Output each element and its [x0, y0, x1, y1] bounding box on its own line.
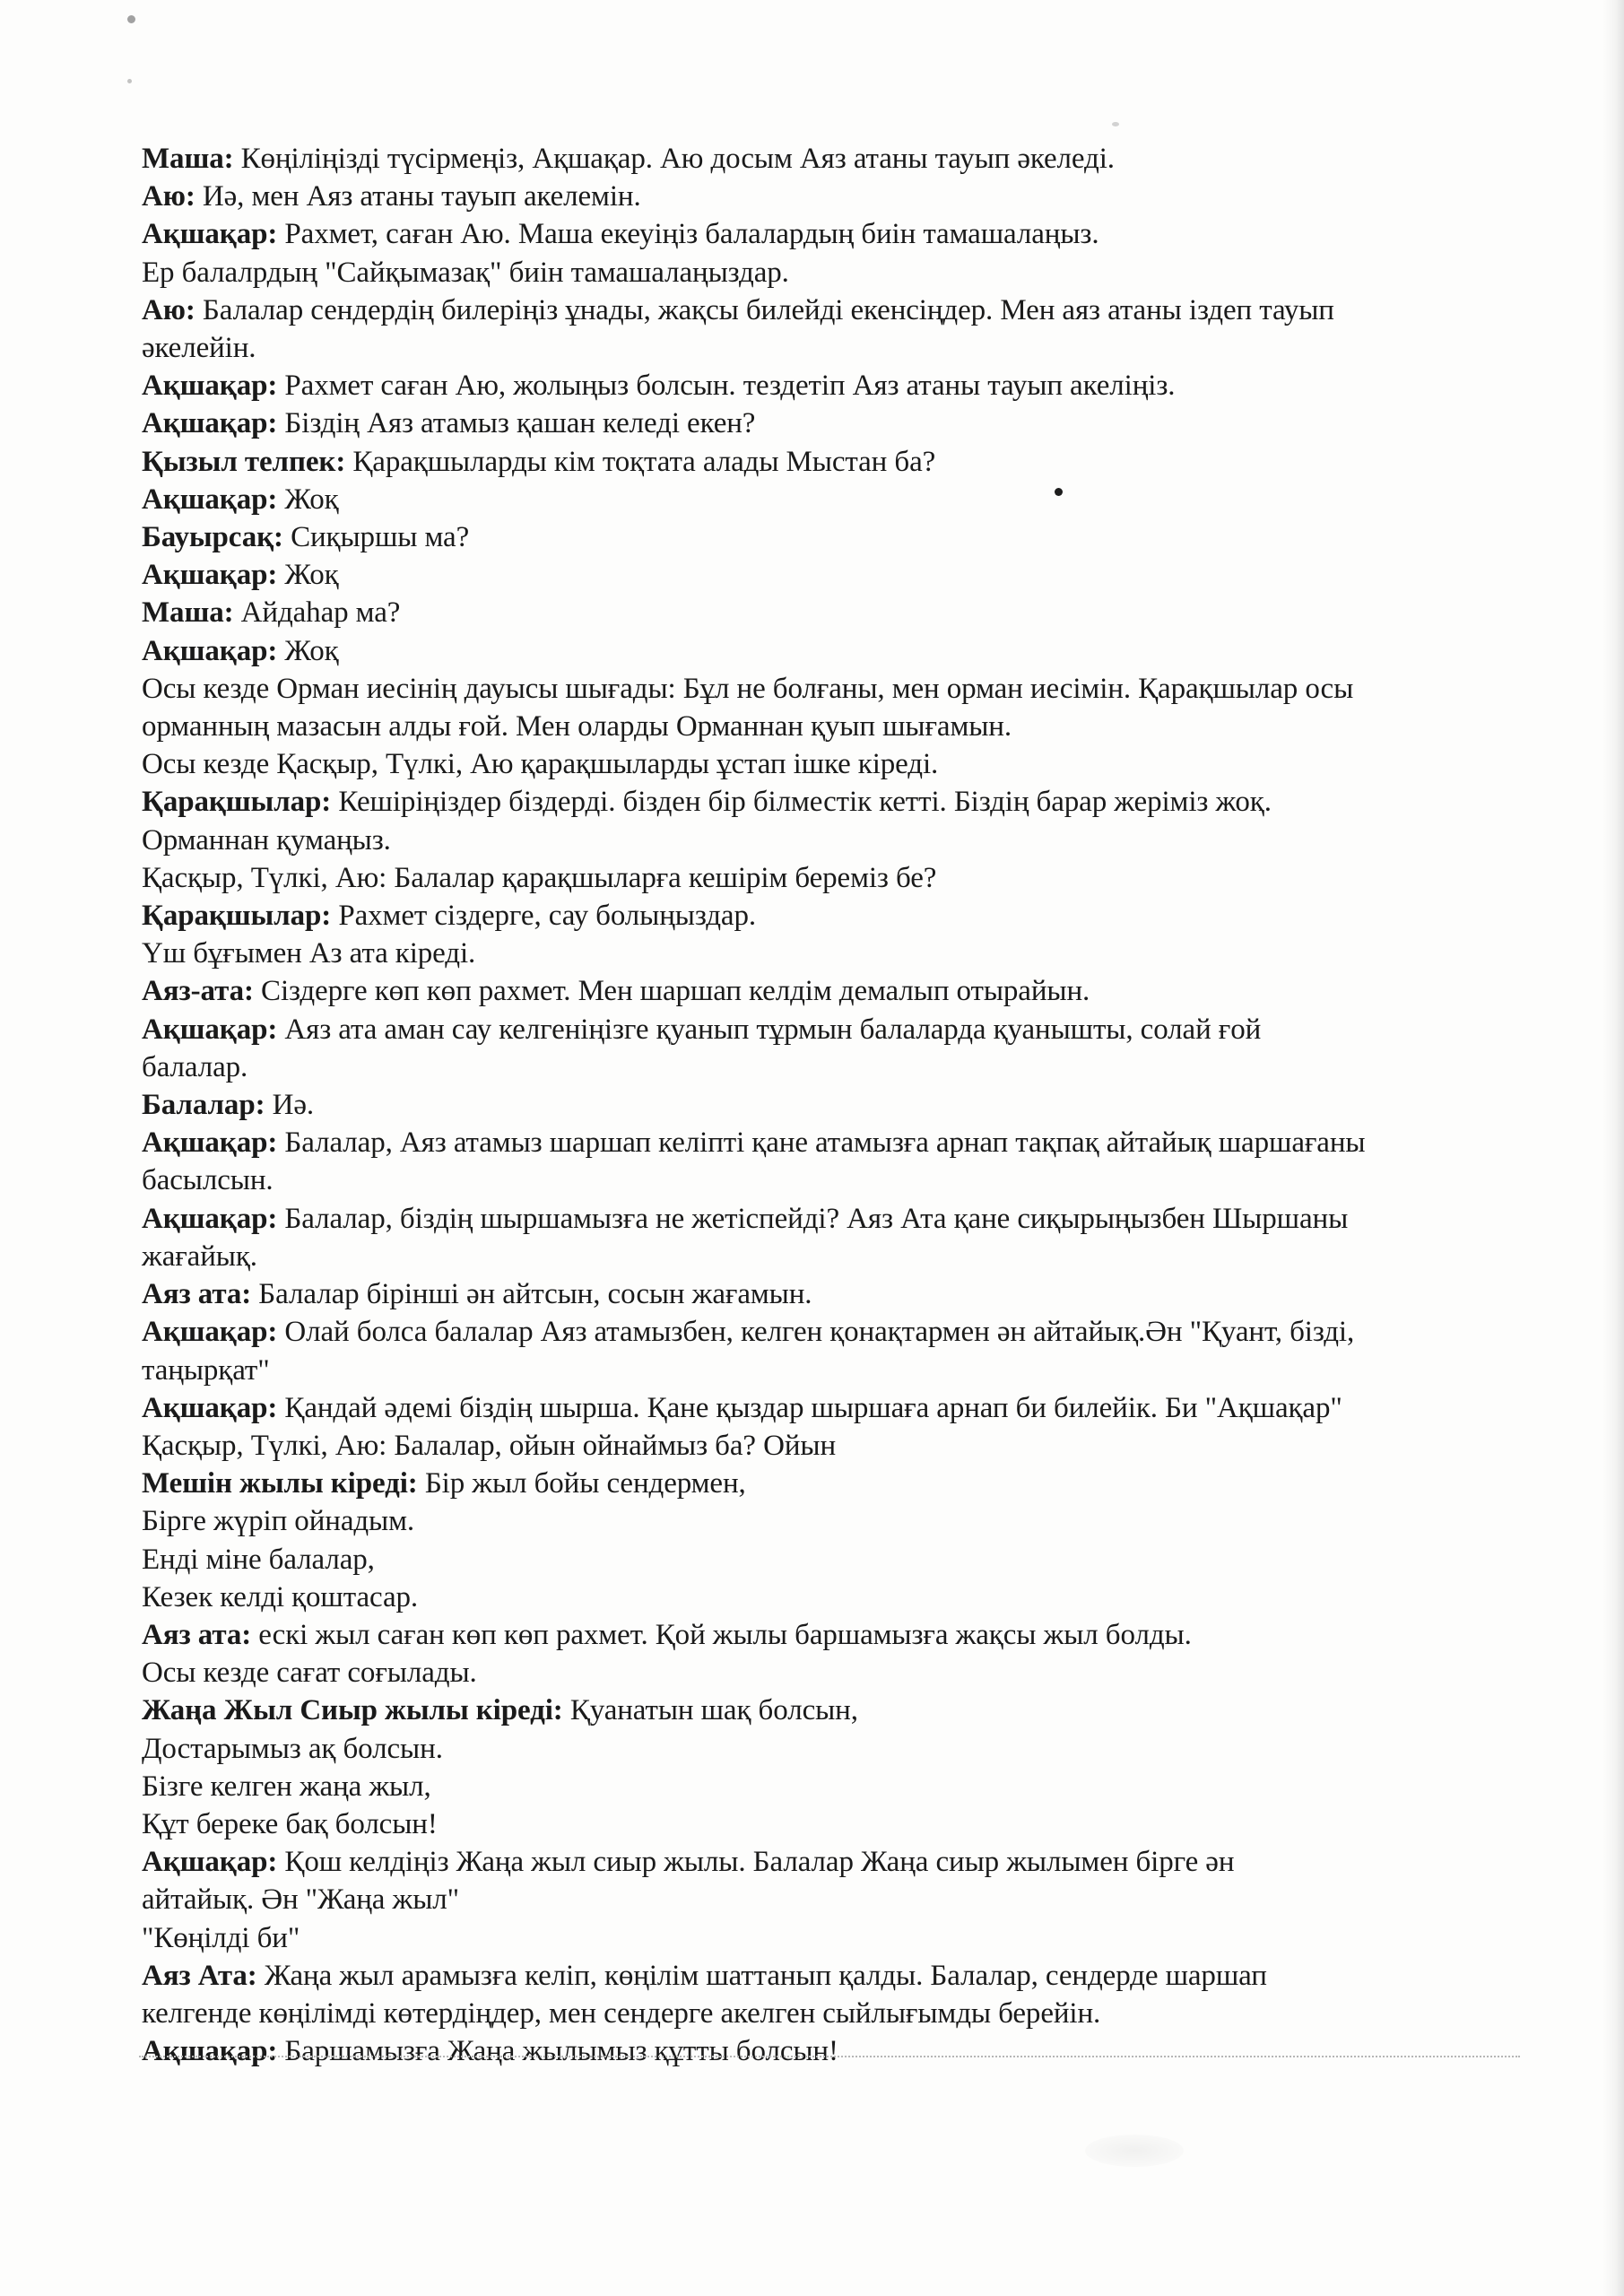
speaker-name: Қарақшылар: [142, 900, 332, 933]
script-line [142, 1313, 1523, 1351]
script-line [142, 178, 1523, 215]
line-text: Достарымыз ақ болсын. [142, 1732, 443, 1765]
script-line [142, 1692, 1523, 1729]
script-line [142, 1161, 1523, 1199]
script-line [142, 1465, 1523, 1502]
scan-speck [127, 15, 135, 23]
script-line [142, 745, 1523, 783]
script-line [142, 1389, 1523, 1427]
speaker-name: Аяз-ата: [142, 975, 254, 1008]
line-text: Орманнан қумаңыз. [142, 823, 391, 857]
scan-shadow-edge [1602, 0, 1624, 2296]
line-text: Балалар, Аяз атамыз шаршап келіпті қане атамызға арнап тақпақ айтайық шаршағаны [277, 1126, 1366, 1160]
line-text: әкелейін. [142, 332, 256, 365]
speaker-name: Ақшақар: [142, 559, 278, 592]
speaker-name: Маша: [142, 596, 234, 630]
line-text: Осы кезде Қасқыр, Түлкі, Аю қарақшыларды ұстап ішке кіреді. [142, 748, 939, 781]
script-line [142, 1843, 1523, 1881]
line-text: Сіздерге көп көп рахмет. Мен шаршап келдім демалып отырайын. [253, 975, 1090, 1008]
script-line [142, 1768, 1523, 1805]
script-line [142, 1502, 1523, 1540]
speaker-name: Аяз ата: [142, 1618, 252, 1651]
line-text: Осы кезде сағат соғылады. [142, 1657, 477, 1690]
line-text: Бірге жүріп ойнадым. [142, 1505, 415, 1538]
script-line [142, 670, 1523, 708]
line-text: Үш бұғымен Аз ата кіреді. [142, 937, 476, 970]
script-line [142, 1995, 1523, 2032]
line-text: Сиқыршы ма? [282, 521, 470, 554]
speaker-name: Аяз Ата: [142, 1959, 257, 1992]
speaker-name: Ақшақар: [142, 2035, 278, 2068]
script-line [142, 972, 1523, 1010]
speaker-name: Ақшақар: [142, 1846, 278, 1879]
line-text: жағайық. [142, 1239, 257, 1273]
speaker-name: Қызыл телпек: [142, 445, 346, 478]
script-line [142, 1730, 1523, 1768]
line-text: Рахмет, саған Аю. Маша екеуіңіз балалардың биін тамашалаңыз. [277, 218, 1099, 251]
line-text: Қуанатын шақ болсын, [562, 1694, 858, 1727]
line-text: Енді міне балалар, [142, 1543, 375, 1576]
speaker-name: Ақшақар: [142, 1202, 278, 1235]
line-text: келгенде көңілімді көтердіңдер, мен сендерге акелген сыйлығымды берейін. [142, 1996, 1101, 2030]
speaker-name: Бауырсақ: [142, 521, 283, 554]
script-line [142, 1654, 1523, 1692]
line-text: Жаңа жыл арамызға келіп, көңілім шаттанып қалды. Балалар, сендерде шаршап [256, 1959, 1267, 1992]
line-text: Жоқ [277, 483, 339, 516]
speaker-name: Ақшақар: [142, 1391, 278, 1424]
line-text: Ер балалрдың "Сайқымазақ" биін тамашалаңыздар. [142, 256, 789, 289]
line-text: Көңіліңізді түсірмеңіз, Ақшақар. Аю досым Аяз атаны тауып әкеледі. [233, 143, 1115, 175]
script-line [142, 1200, 1523, 1238]
speaker-name: Ақшақар: [142, 634, 278, 667]
script-line [142, 783, 1523, 821]
script-line [142, 291, 1523, 329]
speaker-name: Ақшақар: [142, 1013, 278, 1046]
speaker-name: Ақшақар: [142, 407, 278, 440]
line-text: Кезек келді қоштасар. [142, 1580, 419, 1613]
script-line [142, 632, 1523, 670]
document-body [142, 140, 1523, 2070]
line-text: Иә, мен Аяз атаны тауып акелемін. [195, 180, 641, 213]
script-line [142, 518, 1523, 556]
bottom-dotted-rule [139, 2056, 1520, 2057]
line-text: Бір жыл бойы сендермен, [417, 1467, 746, 1500]
line-text: Рахмет сіздерге, сау болыңыздар. [331, 900, 757, 933]
line-text: Қарақшыларды кім тоқтата алады Мыстан ба? [345, 445, 936, 478]
script-line [142, 897, 1523, 935]
line-text: Баршамызға Жаңа жылымыз құтты болсын! [277, 2035, 838, 2068]
line-text: Қасқыр, Түлкі, Аю: Балалар, ойын ойнаймыз ба? Ойын [142, 1429, 837, 1462]
speaker-name: Жаңа Жыл Сиыр жылы кіреді: [142, 1694, 563, 1727]
speaker-name: Балалар: [142, 1089, 265, 1122]
speaker-name: Ақшақар: [142, 370, 278, 403]
script-line [142, 2032, 1523, 2070]
line-text: Балалар сендердің билеріңіз ұнады, жақсы билейді екенсіңдер. Мен аяз атаны іздеп тауып [195, 293, 1334, 326]
line-text: Рахмет саған Аю, жолыңыз болсын. тездетіп Аяз атаны тауып акеліңіз. [277, 370, 1176, 403]
line-text: Иә. [265, 1089, 315, 1122]
line-text: басылсын. [142, 1164, 274, 1197]
speaker-name: Аю: [142, 293, 195, 326]
script-line [142, 556, 1523, 594]
line-text: Аяз ата аман сау келгеніңізге қуанып тұрмын балаларда қуанышты, солай ғой [277, 1013, 1262, 1046]
script-line [142, 594, 1523, 631]
script-line [142, 215, 1523, 253]
speaker-name: Аяз ата: [142, 1278, 252, 1311]
script-line [142, 822, 1523, 859]
line-text: Қош келдіңіз Жаңа жыл сиыр жылы. Балалар Жаңа сиыр жылымен бірге ән [277, 1846, 1235, 1879]
speaker-name: Ақшақар: [142, 1316, 278, 1349]
speaker-name: Ақшақар: [142, 483, 278, 516]
script-line [142, 1238, 1523, 1275]
script-line [142, 1919, 1523, 1957]
speaker-name: Маша: [142, 143, 234, 175]
line-text: Бізге келген жаңа жыл, [142, 1770, 431, 1803]
script-line [142, 140, 1523, 178]
line-text: Олай болса балалар Аяз атамызбен, келген қонақтармен ән айтайық.Ән "Қуант, бізді, [277, 1316, 1355, 1349]
script-line [142, 1086, 1523, 1124]
line-text: "Көңілді би" [142, 1921, 300, 1954]
line-text: орманның мазасын алды ғой. Мен оларды Орманнан қуып шығамын. [142, 710, 1012, 744]
script-line [142, 443, 1523, 481]
script-line [142, 1805, 1523, 1843]
script-line [142, 708, 1523, 745]
script-line [142, 1352, 1523, 1389]
script-line [142, 1048, 1523, 1086]
line-text: Жоқ [277, 634, 339, 667]
line-text: Қандай әдемі біздің шырша. Қане қыздар шыршаға арнап би билейік. Би "Ақшақар" [277, 1391, 1342, 1424]
speaker-name: Аю: [142, 180, 195, 213]
scan-speck [127, 79, 132, 83]
script-line [142, 404, 1523, 442]
script-line [142, 254, 1523, 291]
line-text: Балалар бірінші ән айтсын, сосын жағамын. [251, 1278, 812, 1311]
scan-speck [1112, 122, 1119, 126]
line-text: Қасқыр, Түлкі, Аю: Балалар қарақшыларға кешірім береміз бе? [142, 861, 937, 894]
script-line [142, 329, 1523, 367]
script-line [142, 1541, 1523, 1578]
line-text: Біздің Аяз атамыз қашан келеді екен? [277, 407, 756, 440]
script-line [142, 1578, 1523, 1616]
speaker-name: Мешін жылы кіреді: [142, 1467, 418, 1500]
script-line [142, 481, 1523, 518]
script-line [142, 1616, 1523, 1654]
script-line [142, 367, 1523, 404]
line-text: ескі жыл саған көп көп рахмет. Қой жылы баршамызға жақсы жыл болды. [251, 1618, 1192, 1651]
script-line [142, 1427, 1523, 1465]
script-line [142, 935, 1523, 972]
scan-smudge [1085, 2135, 1184, 2167]
line-text: таңырқат" [142, 1353, 270, 1387]
script-line [142, 1275, 1523, 1313]
script-line [142, 859, 1523, 897]
line-text: Балалар, біздің шыршамызға не жетіспейді? Аяз Ата қане сиқырыңызбен Шыршаны [277, 1202, 1349, 1235]
line-text: Айдаһар ма? [233, 596, 401, 630]
speaker-name: Ақшақар: [142, 218, 278, 251]
script-line [142, 1957, 1523, 1995]
speaker-name: Ақшақар: [142, 1126, 278, 1160]
script-line [142, 1124, 1523, 1161]
line-text: айтайық. Ән "Жаңа жыл" [142, 1883, 460, 1917]
line-text: балалар. [142, 1050, 248, 1083]
speaker-name: Қарақшылар: [142, 786, 332, 819]
line-text: Құт береке бақ болсын! [142, 1807, 438, 1840]
script-line [142, 1011, 1523, 1048]
line-text: Осы кезде Орман иесінің дауысы шығады: Бұл не болғаны, мен орман иесімін. Қарақшылар осы [142, 672, 1354, 705]
line-text: Кешіріңіздер біздерді. бізден бір білместік кетті. Біздің барар жеріміз жоқ. [331, 786, 1272, 819]
line-text: Жоқ [277, 559, 339, 592]
script-line [142, 1881, 1523, 1918]
